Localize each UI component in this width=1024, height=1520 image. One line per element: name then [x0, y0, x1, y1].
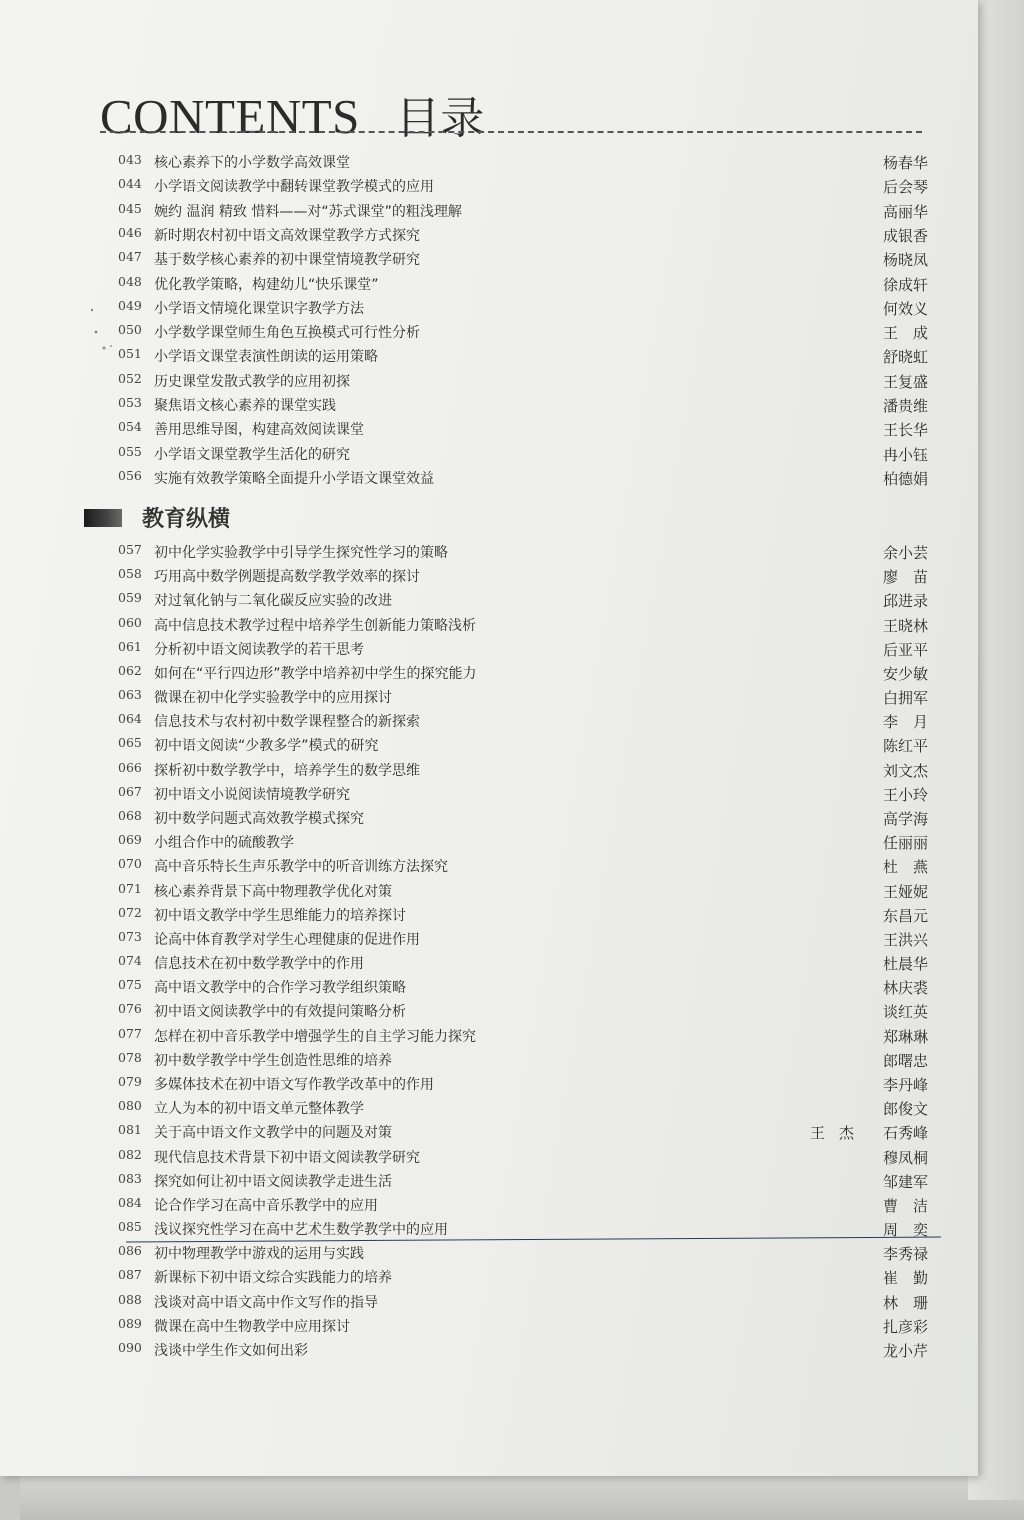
entry-page-number: 088: [118, 1291, 142, 1307]
entry-page-number: 069: [118, 832, 142, 848]
entry-page-number: 073: [118, 928, 142, 944]
entry-author: 郎曙忠: [882, 1051, 928, 1070]
entry-author: 周 奕: [882, 1221, 928, 1240]
entry-page-number: 044: [118, 176, 142, 192]
entry-title: 婉约 温润 精致 惜料——对“苏式课堂”的粗浅理解: [154, 203, 462, 220]
toc-entry: [118, 1145, 928, 1169]
entry-author: 高丽华: [882, 202, 928, 221]
entry-page-number: 047: [118, 249, 142, 265]
entry-title: 分析初中语文阅读教学的若干思考: [154, 641, 364, 658]
entry-page-number: 084: [118, 1194, 142, 1210]
entry-author: 陈红平: [882, 737, 928, 756]
toc-entry: [118, 1193, 928, 1217]
entry-page-number: 087: [118, 1267, 142, 1283]
toc-entry: [118, 223, 928, 247]
entry-author: 王 成: [882, 324, 928, 343]
toc-entry: [118, 903, 928, 927]
entry-page-number: 090: [118, 1339, 142, 1355]
entry-title: 小学语文课堂教学生活化的研究: [154, 446, 350, 463]
toc-entry: [118, 320, 928, 344]
entry-page-number: 078: [118, 1049, 142, 1065]
toc-entry: [118, 564, 928, 588]
toc-entry: [118, 540, 928, 564]
entry-author: 王晓林: [882, 616, 928, 635]
entry-title: 对过氧化钠与二氧化碳反应实验的改进: [154, 593, 392, 610]
toc-entry: [118, 344, 928, 368]
entry-title: 多媒体技术在初中语文写作教学改革中的作用: [154, 1076, 434, 1093]
entry-title: 怎样在初中音乐教学中增强学生的自主学习能力探究: [154, 1028, 476, 1045]
entry-title: 初中语文教学中学生思维能力的培养探讨: [154, 907, 406, 924]
toc-entry: [118, 1290, 928, 1314]
entry-title: 聚焦语文核心素养的课堂实践: [154, 398, 336, 414]
entry-title: 新课标下初中语文综合实践能力的培养: [154, 1270, 392, 1287]
entry-page-number: 057: [118, 542, 142, 557]
toc-entry: [118, 369, 928, 393]
entry-author: 白拥军: [882, 689, 928, 708]
entry-title: 微课在初中化学实验教学中的应用探讨: [154, 690, 392, 707]
entry-author: 郎俊文: [882, 1100, 928, 1119]
toc-entry: [118, 1096, 928, 1120]
entry-page-number: 051: [118, 346, 142, 362]
entry-title: 小学数学课堂师生角色互换模式可行性分析: [154, 325, 420, 342]
entry-page-number: 068: [118, 807, 142, 823]
entry-title: 初中语文小说阅读情境教学研究: [154, 786, 350, 803]
entry-page-number: 052: [118, 370, 142, 386]
entry-co-author: 王杰: [810, 1124, 869, 1143]
entry-author: 王小玲: [882, 785, 928, 804]
entry-page-number: 062: [118, 662, 142, 678]
entry-title: 立人为本的初中语文单元整体教学: [154, 1101, 364, 1118]
entry-author: 冉小钰: [882, 445, 928, 464]
entry-page-number: 075: [118, 977, 142, 993]
toc-entry: [118, 442, 928, 466]
section-label: 教育纵横: [142, 507, 231, 532]
entry-page-number: 083: [118, 1170, 142, 1186]
title-chinese: 目录: [395, 93, 485, 144]
entry-title: 浅议探究性学习在高中艺术生数学教学中的应用: [154, 1222, 448, 1239]
entry-title: 巧用高中数学例题提高数学教学效率的探讨: [154, 569, 420, 586]
entry-title: 高中信息技术教学过程中培养学生创新能力策略浅析: [154, 617, 476, 634]
toc-entry: [118, 782, 928, 806]
entry-author: 杜 燕: [882, 858, 928, 877]
entry-page-number: 067: [118, 783, 142, 799]
toc-entry: [118, 466, 928, 490]
entry-page-number: 072: [118, 904, 142, 920]
entry-author: 王长华: [882, 421, 928, 440]
entry-title: 小组合作中的硫酸教学: [154, 835, 294, 852]
entry-author: 李丹峰: [882, 1075, 928, 1094]
entry-page-number: 089: [118, 1315, 142, 1331]
entry-page-number: 061: [118, 638, 142, 654]
entry-author: 李秀禄: [882, 1245, 928, 1264]
entry-author: 谈红英: [882, 1003, 928, 1022]
entry-author: 杨春华: [882, 154, 928, 172]
toc-entry: [118, 613, 928, 637]
entry-title: 高中音乐特长生声乐教学中的听音训练方法探究: [154, 859, 448, 876]
entry-author: 李 月: [882, 713, 928, 732]
entry-title: 实施有效教学策略全面提升小学语文课堂效益: [154, 470, 434, 487]
toc-entry: [118, 1024, 928, 1048]
entry-author: 王娅妮: [882, 882, 928, 901]
entry-title: 历史课堂发散式教学的应用初探: [154, 373, 350, 390]
scan-speck-marks: [86, 297, 146, 360]
entry-author: 高学海: [882, 809, 928, 828]
toc-entry: [118, 951, 928, 975]
entry-page-number: 079: [118, 1073, 142, 1089]
toc-entry: [118, 758, 928, 782]
toc-entry: [118, 1241, 928, 1265]
entry-title: 初中物理教学中游戏的运用与实践: [154, 1246, 364, 1263]
toc-entry: [118, 272, 928, 296]
entry-page-number: 070: [118, 856, 142, 872]
entry-page-number: 064: [118, 711, 142, 727]
entry-page-number: 065: [118, 735, 142, 751]
entry-author: 任丽丽: [882, 834, 928, 853]
entry-author: 王洪兴: [882, 930, 928, 949]
entry-page-number: 053: [118, 395, 142, 410]
entry-title: 基于数学核心素养的初中课堂情境教学研究: [154, 252, 420, 269]
section-marker-block: [84, 509, 122, 527]
entry-author: 邹建军: [882, 1172, 928, 1191]
entry-title: 初中数学教学中学生创造性思维的培养: [154, 1052, 392, 1069]
entry-page-number: 049: [118, 297, 142, 313]
entry-author: 东昌元: [882, 906, 928, 925]
toc-entry: [118, 830, 928, 854]
toc-entry: [118, 247, 928, 271]
entry-author: 邱进录: [882, 592, 928, 611]
toc-entry: [118, 1169, 928, 1193]
toc-entry: [118, 927, 928, 951]
entry-page-number: 043: [118, 152, 142, 167]
entry-author: 成银香: [882, 226, 928, 245]
entry-author: 王复盛: [882, 372, 928, 391]
entry-title: 小学语文课堂表演性朗读的运用策略: [154, 349, 378, 366]
entry-title: 论高中体育教学对学生心理健康的促进作用: [154, 931, 420, 948]
entry-author: 曹 洁: [882, 1196, 928, 1215]
entry-page-number: 077: [118, 1025, 142, 1041]
toc-entry: [118, 685, 928, 709]
entry-page-number: 046: [118, 224, 142, 240]
entry-page-number: 086: [118, 1243, 142, 1259]
entry-author: 穆凤桐: [882, 1148, 928, 1167]
entry-author: 余小芸: [882, 544, 928, 562]
entry-author: 何效义: [882, 299, 928, 318]
entry-title: 优化教学策略，构建幼儿“快乐课堂”: [154, 276, 379, 293]
entry-page-number: 074: [118, 953, 142, 969]
entry-page-number: 045: [118, 200, 142, 216]
entry-author: 林 珊: [882, 1293, 928, 1312]
toc-entry: [118, 393, 928, 417]
entry-author: 龙小芹: [882, 1341, 928, 1360]
entry-author: 安少敏: [882, 664, 928, 683]
entry-title: 浅谈中学生作文如何出彩: [154, 1342, 308, 1359]
entry-title: 善用思维导图，构建高效阅读课堂: [154, 422, 364, 439]
entry-title: 微课在高中生物教学中应用探讨: [154, 1318, 350, 1335]
toc-entry: [118, 174, 928, 198]
entry-page-number: 058: [118, 566, 142, 582]
entry-page-number: 054: [118, 419, 142, 435]
toc-entry: [118, 1338, 928, 1362]
entry-author: 柏德娟: [882, 469, 928, 488]
entry-page-number: 060: [118, 614, 142, 630]
title-dashed-divider: [100, 131, 922, 133]
entry-author: 廖 苗: [882, 568, 928, 587]
toc-entry: [118, 709, 928, 733]
entry-author: 扎彦彩: [882, 1317, 928, 1336]
background-table-edge: [20, 1476, 1024, 1520]
toc-entry: [118, 661, 928, 685]
entry-author: 郑琳琳: [882, 1027, 928, 1046]
entry-page-number: 081: [118, 1122, 142, 1138]
entry-title: 信息技术在初中数学教学中的作用: [154, 956, 364, 973]
entry-title: 浅谈对高中语文高中作文写作的指导: [154, 1294, 378, 1311]
entry-page-number: 071: [118, 880, 142, 896]
entry-page-number: 063: [118, 687, 142, 703]
title-english: CONTENTS: [100, 89, 360, 144]
entry-page-number: 066: [118, 759, 142, 775]
entry-author: 杜晨华: [882, 955, 928, 974]
toc-entry: [118, 999, 928, 1023]
toc-entry: [118, 1120, 928, 1144]
entry-title: 初中数学问题式高效教学模式探究: [154, 810, 364, 827]
toc-entry: [118, 1314, 928, 1338]
entry-author: 杨晓凤: [882, 251, 928, 270]
toc-entry: [118, 975, 928, 999]
entry-author: 刘文杰: [882, 761, 928, 780]
entry-page-number: 076: [118, 1001, 142, 1017]
toc-entry: [118, 417, 928, 441]
toc-entry: [118, 637, 928, 661]
entry-title: 论合作学习在高中音乐教学中的应用: [154, 1197, 378, 1214]
entry-page-number: 056: [118, 467, 142, 483]
entry-author: 后亚平: [882, 640, 928, 659]
toc-entry: [118, 854, 928, 878]
toc-entry: [118, 150, 928, 174]
entry-title: 探究如何让初中语文阅读教学走进生活: [154, 1173, 392, 1190]
entry-author: 崔 勤: [882, 1269, 928, 1288]
entry-page-number: 055: [118, 443, 142, 459]
toc-entry: [118, 733, 928, 757]
entry-page-number: 059: [118, 590, 142, 606]
toc-entry: [118, 588, 928, 612]
entry-author: 后会琴: [882, 178, 928, 197]
entry-title: 小学语文阅读教学中翻转课堂教学模式的应用: [154, 179, 434, 196]
entry-author: 石秀峰: [882, 1124, 928, 1143]
entry-title: 初中语文阅读教学中的有效提问策略分析: [154, 1004, 406, 1021]
entry-page-number: 080: [118, 1098, 142, 1114]
entry-title: 核心素养背景下高中物理教学优化对策: [154, 883, 392, 900]
toc-entry: [118, 1072, 928, 1096]
entry-title: 初中化学实验教学中引导学生探究性学习的策略: [154, 545, 448, 561]
page-title: [100, 82, 485, 146]
entry-author: 潘贵维: [882, 397, 928, 415]
entry-author: 林庆裘: [882, 979, 928, 998]
toc-entry: [118, 1265, 928, 1289]
entry-author: 舒晓虹: [882, 348, 928, 367]
toc-entry: [118, 199, 928, 223]
toc-entry: [118, 879, 928, 903]
entry-title: 关于高中语文作文教学中的问题及对策: [154, 1125, 392, 1142]
entry-title: 新时期农村初中语文高效课堂教学方式探究: [154, 227, 420, 244]
toc-entry: [118, 806, 928, 830]
entry-page-number: 085: [118, 1219, 142, 1235]
toc-entry: [118, 296, 928, 320]
entry-page-number: 050: [118, 322, 142, 338]
entry-title: 初中语文阅读“少教多学”模式的研究: [154, 738, 379, 755]
entry-title: 探析初中数学教学中，培养学生的数学思维: [154, 762, 420, 779]
entry-page-number: 082: [118, 1146, 142, 1162]
toc-entry: [118, 1048, 928, 1072]
entry-title: 核心素养下的小学数学高效课堂: [154, 155, 350, 171]
entry-title: 小学语文情境化课堂识字教学方法: [154, 300, 364, 317]
entry-author: 徐成轩: [882, 275, 928, 294]
entry-title: 现代信息技术背景下初中语文阅读教学研究: [154, 1149, 420, 1166]
entry-page-number: 048: [118, 273, 142, 289]
entry-title: 如何在“平行四边形”教学中培养初中学生的探究能力: [154, 665, 477, 682]
entry-title: 信息技术与农村初中数学课程整合的新探索: [154, 714, 420, 731]
entry-title: 高中语文教学中的合作学习教学组织策略: [154, 980, 406, 997]
